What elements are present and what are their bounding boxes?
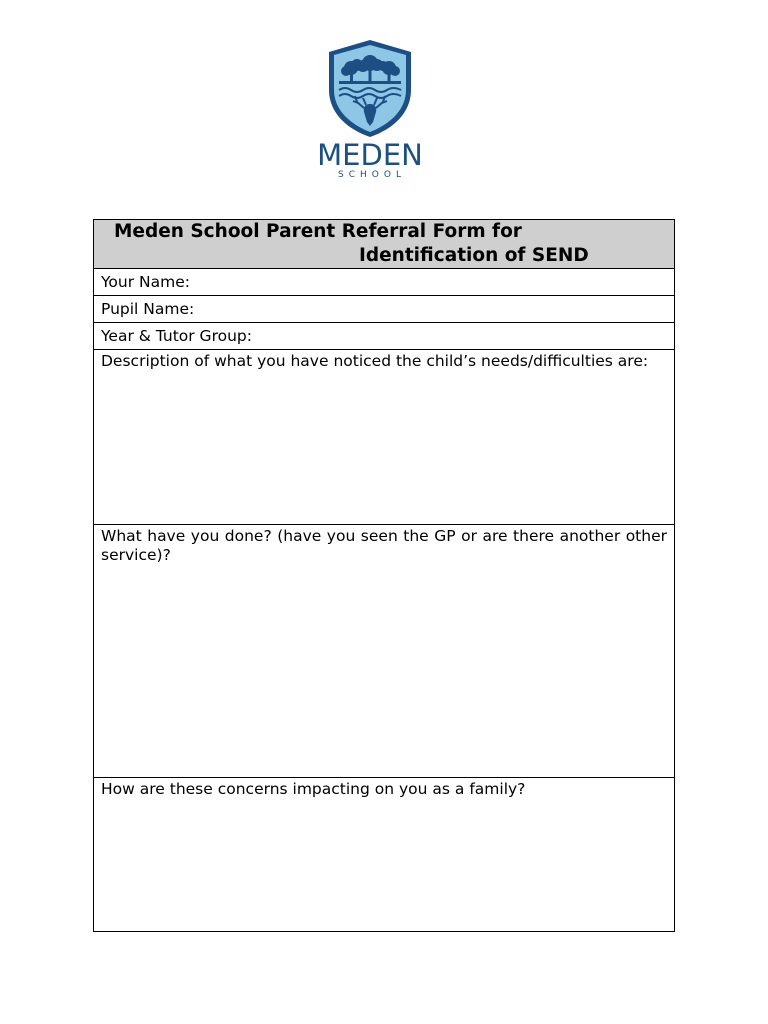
description-field[interactable] — [94, 350, 675, 525]
referral-form-table — [93, 219, 675, 932]
your-name-field[interactable] — [94, 269, 675, 296]
logo-subtitle: SCHOOL — [338, 170, 406, 180]
year-tutor-group-label: Year & Tutor Group: — [101, 327, 252, 345]
form-title-line1: Meden School Parent Referral Form for — [114, 221, 522, 242]
form-title-line2: Identification of SEND — [359, 245, 589, 266]
year-tutor-group-field[interactable] — [94, 323, 675, 350]
description-label: Description of what you have noticed the child’s needs/difficulties are: — [101, 352, 649, 370]
what-done-label: What have you done? (have you seen the GP or are there another other service)? — [101, 527, 667, 564]
shield-crest-icon — [325, 38, 415, 138]
form-title-cell — [94, 220, 675, 269]
your-name-label: Your Name: — [101, 273, 190, 291]
family-impact-label: How are these concerns impacting on you as a family? — [101, 780, 526, 798]
pupil-name-label: Pupil Name: — [101, 300, 195, 318]
pupil-name-field[interactable] — [94, 296, 675, 323]
logo-name: MEDEN — [317, 138, 423, 172]
what-done-field[interactable] — [94, 525, 675, 778]
school-logo — [300, 38, 440, 190]
family-impact-field[interactable] — [94, 778, 675, 932]
